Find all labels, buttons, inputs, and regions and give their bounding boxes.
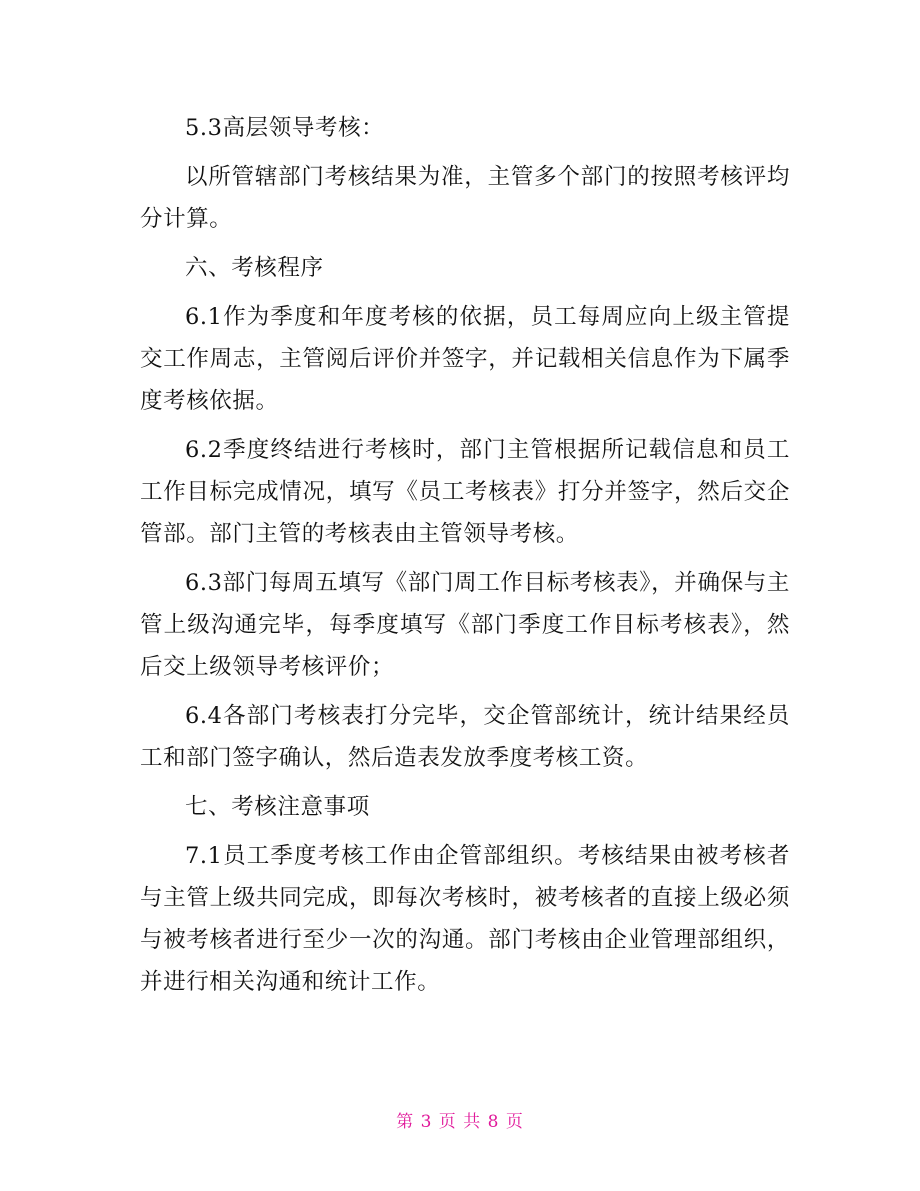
section-6-4-text: 6.4各部门考核表打分完毕，交企管部统计，统计结果经员工和部门签字确认，然后造表发放季度考核工资。	[140, 703, 790, 771]
section-6-3-text: 6.3部门每周五填写《部门周工作目标考核表》，并确保与主管上级沟通完毕，每季度填写《部门季度工作目标考核表》，然后交上级领导考核评价；	[140, 570, 790, 680]
page-number-footer: 第 3 页 共 8 页	[396, 1112, 524, 1132]
section-6-1-text: 6.1作为季度和年度考核的依据，员工每周应向上级主管提交工作周志，主管阅后评价并签字，并记载相关信息作为下属季度考核依据。	[140, 304, 790, 414]
section-5-3-heading: 5.3高层领导考核：	[185, 115, 385, 141]
section-6-heading: 六、考核程序	[185, 255, 324, 281]
document-body	[140, 107, 790, 1003]
section-7-heading: 七、考核注意事项	[185, 794, 370, 820]
section-5-3-text: 以所管辖部门考核结果为准，主管多个部门的按照考核评均分计算。	[140, 164, 790, 232]
section-6-2-text: 6.2季度终结进行考核时，部门主管根据所记载信息和员工工作目标完成情况，填写《员工考核表》打分并签字，然后交企管部。部门主管的考核表由主管领导考核。	[140, 437, 790, 547]
section-7-1-text: 7.1员工季度考核工作由企管部组织。考核结果由被考核者与主管上级共同完成，即每次考核时，被考核者的直接上级必须与被考核者进行至少一次的沟通。部门考核由企业管理部组织，并进行相关沟通和统计工作。	[140, 843, 790, 995]
